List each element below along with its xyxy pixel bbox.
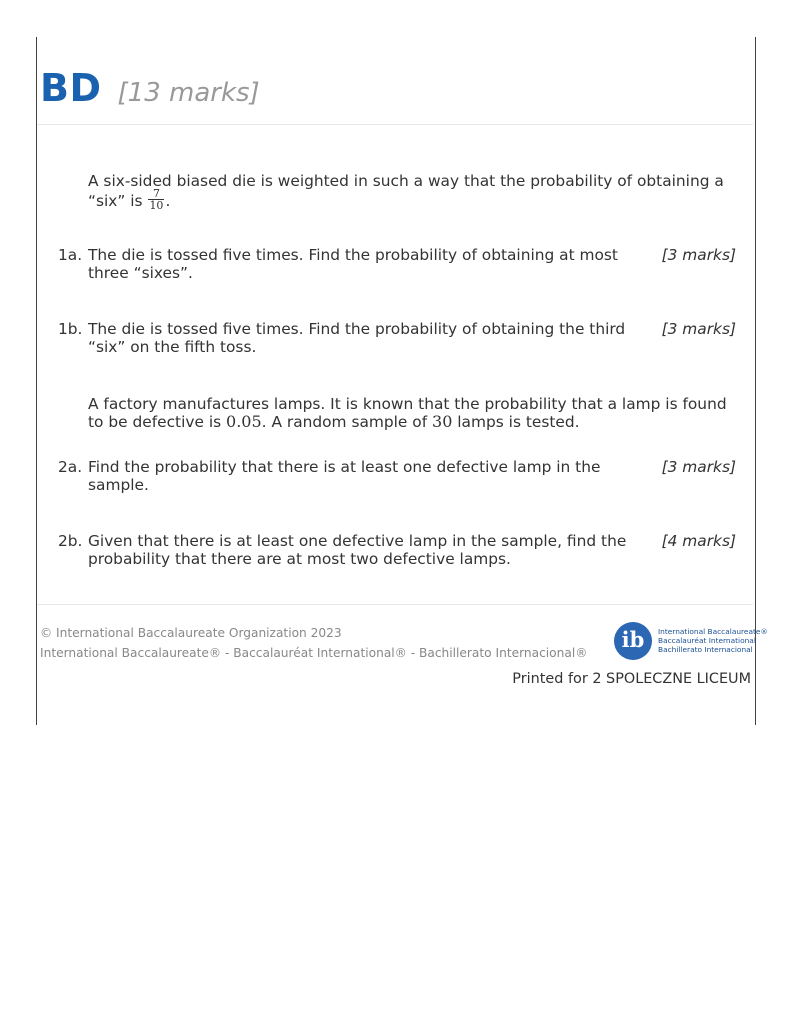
ib-logo-wordmark [658, 627, 768, 654]
fraction-denominator: 10 [149, 199, 164, 212]
probability-value: 0.05 [226, 412, 262, 431]
intro-lamps-end: lamps is tested. [452, 413, 580, 431]
question-number: 1b. [58, 320, 83, 338]
question-marks: [3 marks] [661, 458, 736, 476]
question-marks: [3 marks] [661, 246, 736, 264]
logo-line: Bachillerato Internacional [658, 645, 753, 654]
fraction [148, 188, 164, 211]
question-text: The die is tossed five times. Find the probability of obtaining at most three “sixes”. [88, 246, 618, 282]
footer-copyright: © International Baccalaureate Organization 2023 [40, 626, 342, 640]
fraction-numerator: 7 [152, 187, 160, 200]
logo-line: Baccalauréat International [658, 636, 756, 645]
question-marks: [4 marks] [661, 532, 736, 550]
ib-logo-icon: ib [614, 622, 652, 660]
ib-logo [614, 622, 768, 662]
logo-line: International Baccalaureate® [658, 627, 768, 636]
footer-divider [37, 604, 753, 605]
intro-lamps-middle: . A random sample of [261, 413, 433, 431]
intro-die-text: A six-sided biased die is weighted in such a way that the probability of obtaining a “six” is [88, 172, 724, 210]
sample-size: 30 [432, 412, 453, 431]
question-code: BD [40, 66, 102, 110]
question-number: 1a. [58, 246, 83, 264]
question-marks: [3 marks] [661, 320, 736, 338]
header-divider [37, 124, 753, 125]
question-header [40, 66, 260, 116]
intro-die [88, 172, 736, 213]
intro-lamps-text: A factory manufactures lamps. It is known that the probability that a lamp is found to be defective is [88, 395, 727, 431]
total-marks: [13 marks] [117, 78, 260, 108]
intro-lamps [88, 395, 736, 431]
question-text: The die is tossed five times. Find the probability of obtaining the third “six” on the fifth toss. [88, 320, 626, 356]
printed-for: Printed for 2 SPOLECZNE LICEUM [512, 671, 751, 687]
intro-die-end: . [165, 192, 171, 210]
question-number: 2b. [58, 532, 83, 550]
question-text: Given that there is at least one defective lamp in the sample, find the probability that there are at most two defective lamps. [88, 532, 627, 568]
question-number: 2a. [58, 458, 83, 476]
footer-organization-names: International Baccalaureate® - Baccalauréat International® - Bachillerato Internacional® [40, 646, 588, 660]
question-text: Find the probability that there is at least one defective lamp in the sample. [88, 458, 601, 494]
